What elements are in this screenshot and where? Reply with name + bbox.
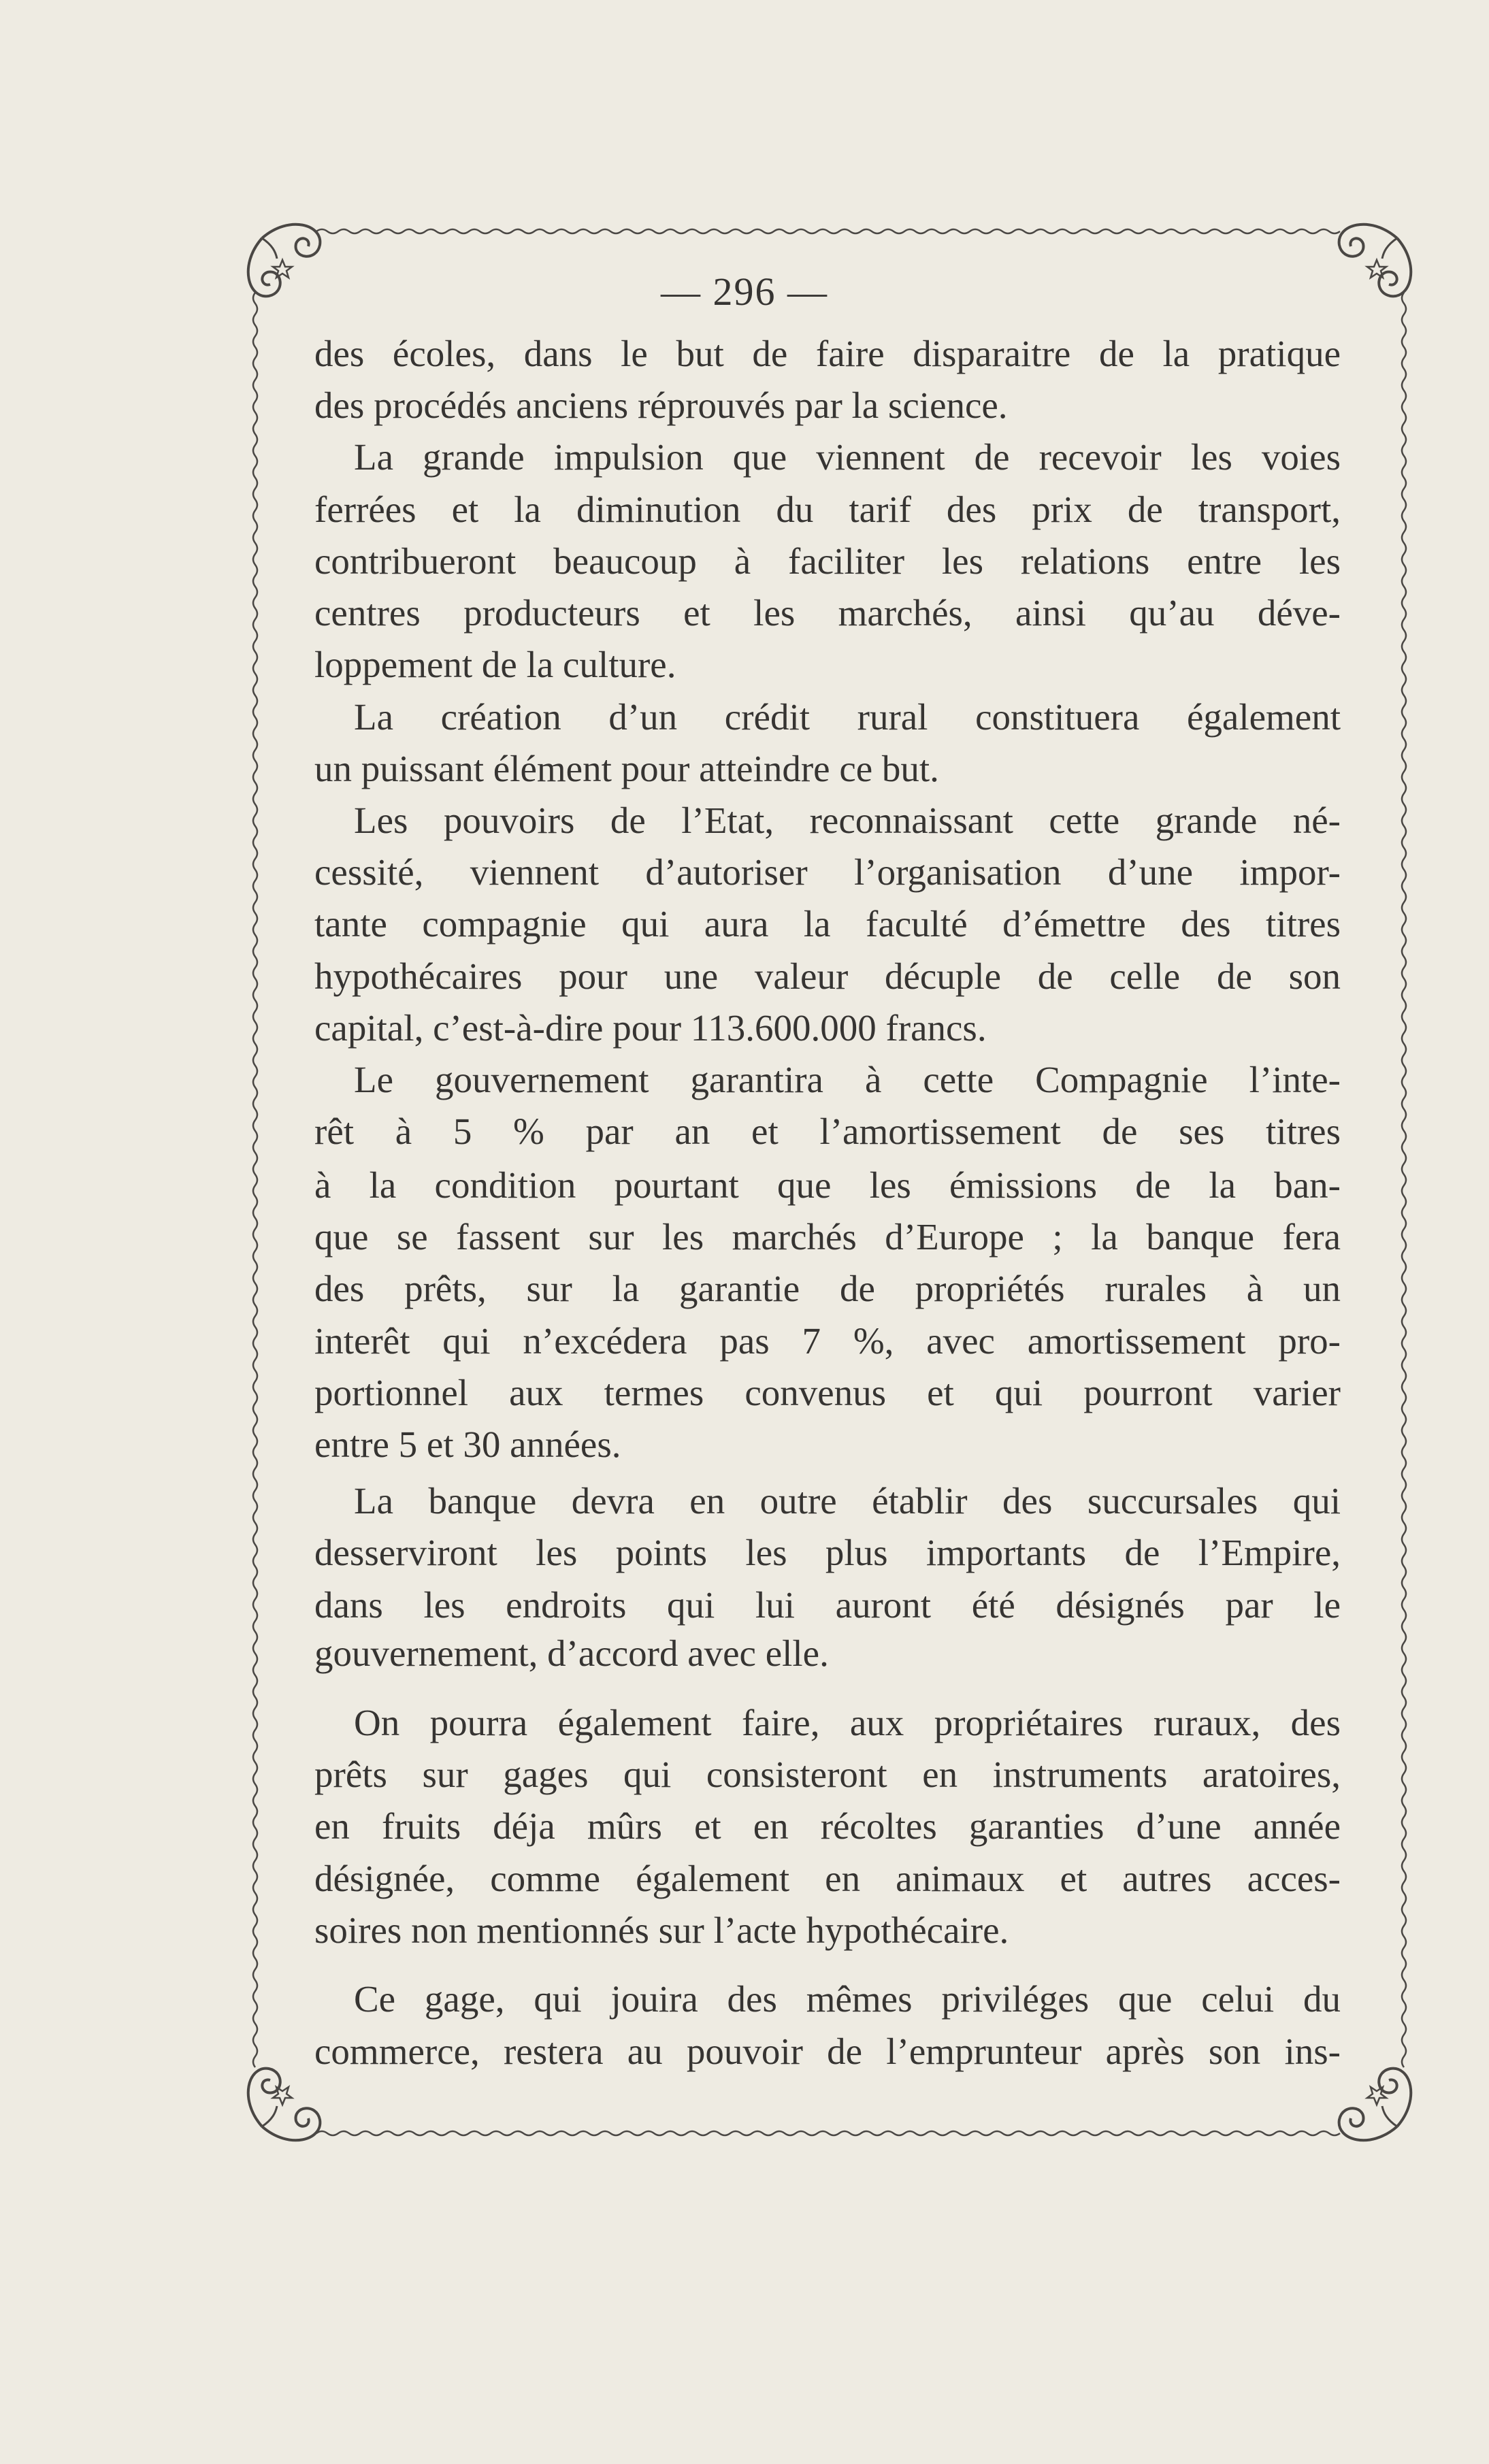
text-line: des procédés anciens réprouvés par la science. (314, 384, 1008, 427)
text-line: Le gouvernement garantira à cette Compagnie l’inte- (354, 1059, 1341, 1101)
text-line: entre 5 et 30 années. (314, 1424, 621, 1466)
text-line: des prêts, sur la garantie de propriétés rurales à un (314, 1268, 1341, 1310)
text-line: On pourra également faire, aux propriétaires ruraux, des (354, 1701, 1341, 1743)
text-line: rêt à 5 % par an et l’amortissement de ses titres (314, 1111, 1341, 1153)
text-line: contribueront beaucoup à faciliter les relations entre les (314, 540, 1341, 582)
text-line: cessité, viennent d’autoriser l’organisation d’une impor- (314, 851, 1341, 893)
text-line: portionnel aux termes convenus et qui pourront varier (314, 1371, 1341, 1413)
text-line: Ce gage, qui jouira des mêmes priviléges que celui du (354, 1978, 1341, 2020)
text-line: en fruits déja mûrs et en récoltes garanties d’une année (314, 1805, 1341, 1847)
border-top (316, 229, 1340, 233)
border-bottom (316, 2131, 1340, 2135)
text-line: centres producteurs et les marchés, ainsi qu’au déve- (314, 592, 1341, 634)
border-left (253, 293, 257, 2067)
text-line: interêt qui n’excédera pas 7 %, avec amortissement pro- (314, 1319, 1341, 1362)
text-line: Les pouvoirs de l’Etat, reconnaissant cette grande né- (354, 799, 1341, 841)
corner-ornament-bottom-left (248, 2069, 321, 2141)
text-line: un puissant élément pour atteindre ce but. (314, 747, 939, 789)
text-line: des écoles, dans le but de faire disparaitre de la pratique (314, 332, 1341, 374)
text-line: prêts sur gages qui consisteront en instruments aratoires, (314, 1754, 1341, 1796)
text-line: La grande impulsion que viennent de recevoir les voies (354, 436, 1341, 478)
corner-ornament-bottom-right (1339, 2069, 1411, 2141)
text-line: que se fassent sur les marchés d’Europe ; la banque fera (314, 1216, 1341, 1258)
text-line: La création d’un crédit rural constituera également (354, 695, 1341, 738)
text-line: commerce, restera au pouvoir de l’emprunteur après son ins- (314, 2030, 1341, 2072)
text-line: La banque devra en outre établir des succursales qui (354, 1480, 1341, 1522)
text-line: soires non mentionnés sur l’acte hypothécaire. (314, 1909, 1009, 1951)
page-number: — 296 — (661, 269, 828, 314)
text-line: dans les endroits qui lui auront été désignés par le (314, 1583, 1341, 1626)
text-line: desserviront les points les plus importants de l’Empire, (314, 1532, 1341, 1574)
text-line: loppement de la culture. (314, 644, 676, 686)
text-line: à la condition pourtant que les émissions de la ban- (314, 1164, 1341, 1206)
text-line: gouvernement, d’accord avec elle. (314, 1632, 829, 1675)
text-line: hypothécaires pour une valeur décuple de celle de son (314, 955, 1341, 997)
text-line: capital, c’est-à-dire pour 113.600.000 francs. (314, 1006, 987, 1049)
text-line: tante compagnie qui aura la faculté d’émettre des titres (314, 903, 1341, 945)
border-right (1402, 293, 1406, 2067)
text-line: désignée, comme également en animaux et autres acces- (314, 1857, 1341, 1899)
text-line: ferrées et la diminution du tarif des prix de transport, (314, 488, 1341, 530)
